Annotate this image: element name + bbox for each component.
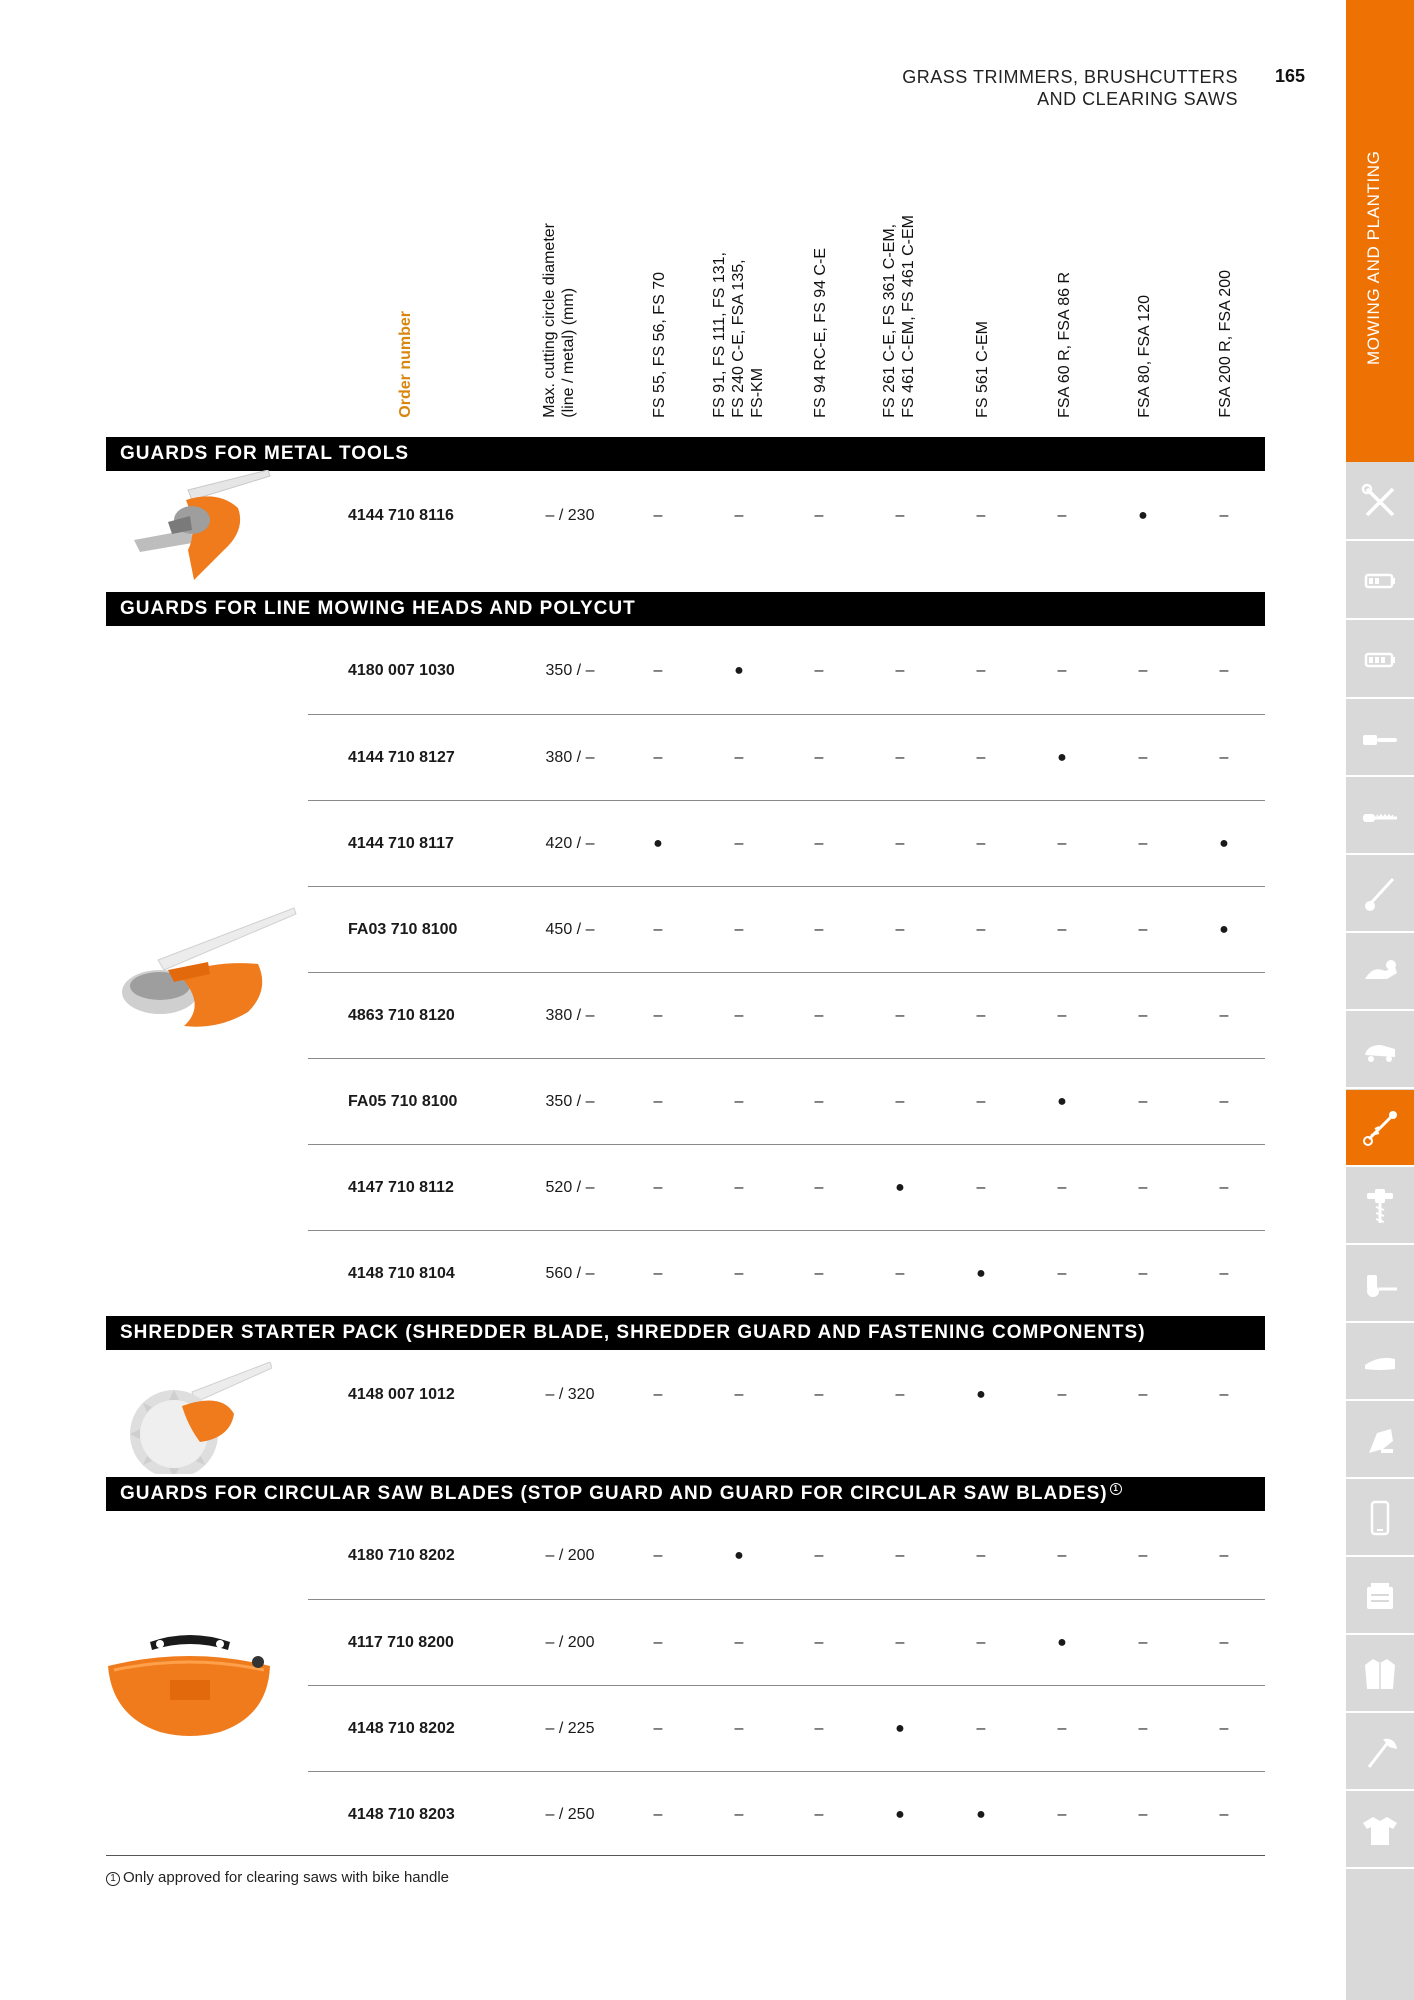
column-header-model: FSA 60 R, FSA 86 R — [1056, 272, 1073, 418]
lawn-mower-icon — [1359, 1029, 1401, 1071]
shredder-icon — [1359, 1419, 1401, 1461]
not-compatible-dash: – — [895, 1007, 905, 1024]
sidebar-item-smartphone[interactable] — [1346, 1480, 1414, 1557]
jacket-icon — [1359, 1653, 1401, 1695]
compatible-dot: ● — [734, 1547, 744, 1564]
not-compatible-dash: – — [1219, 1093, 1229, 1110]
cutting-diameter: 450 / – — [545, 921, 595, 938]
section-title: GUARDS FOR METAL TOOLS — [120, 443, 410, 464]
battery-system-icon — [1359, 639, 1401, 681]
not-compatible-dash: – — [814, 1720, 824, 1737]
brushcutter-icon — [1359, 1107, 1401, 1149]
not-compatible-dash: – — [1138, 1265, 1148, 1282]
not-compatible-dash: – — [1057, 1720, 1067, 1737]
column-header-model: FS 261 C-E, FS 361 C-EM, FS 461 C-EM, FS 461 C-EM — [881, 215, 917, 418]
not-compatible-dash: – — [976, 1007, 986, 1024]
not-compatible-dash: – — [814, 1634, 824, 1651]
cutting-diameter: 350 / – — [545, 662, 595, 679]
compatible-dot: ● — [976, 1265, 986, 1282]
not-compatible-dash: – — [1138, 1386, 1148, 1403]
sidebar-item-lawn-mower[interactable] — [1346, 1012, 1414, 1089]
cutting-diameter: – / 200 — [545, 1634, 595, 1651]
not-compatible-dash: – — [814, 749, 824, 766]
not-compatible-dash: – — [734, 1720, 744, 1737]
order-number: 4180 710 8202 — [348, 1547, 455, 1564]
not-compatible-dash: – — [814, 507, 824, 524]
sidebar-item-blower[interactable] — [1346, 934, 1414, 1011]
smartphone-icon — [1359, 1497, 1401, 1539]
chapter-title-line1: GRASS TRIMMERS, BRUSHCUTTERS — [902, 67, 1238, 87]
not-compatible-dash: – — [653, 1720, 663, 1737]
vacuum-icon — [1359, 1341, 1401, 1383]
not-compatible-dash: – — [734, 921, 744, 938]
not-compatible-dash: – — [1138, 1093, 1148, 1110]
not-compatible-dash: – — [1138, 1179, 1148, 1196]
sidebar-item-earth-auger[interactable] — [1346, 1168, 1414, 1245]
compatible-dot: ● — [895, 1179, 905, 1196]
table-row — [308, 800, 1265, 886]
product-image-line-head-guard — [98, 900, 298, 1050]
sidebar-item-pressure-washer[interactable] — [1346, 1246, 1414, 1323]
compatible-dot: ● — [895, 1720, 905, 1737]
not-compatible-dash: – — [1138, 921, 1148, 938]
not-compatible-dash: – — [1219, 662, 1229, 679]
compatible-dot: ● — [895, 1806, 905, 1823]
not-compatible-dash: – — [976, 749, 986, 766]
column-header-model: FSA 80, FSA 120 — [1136, 295, 1153, 418]
compatible-dot: ● — [653, 835, 663, 852]
table-row — [308, 1058, 1265, 1144]
compatible-dot: ● — [1057, 749, 1067, 766]
not-compatible-dash: – — [1057, 1806, 1067, 1823]
not-compatible-dash: – — [895, 662, 905, 679]
cutting-diameter: 560 / – — [545, 1265, 595, 1282]
table-row — [308, 1144, 1265, 1230]
not-compatible-dash: – — [1138, 1806, 1148, 1823]
not-compatible-dash: – — [1138, 1007, 1148, 1024]
cutting-diameter: 520 / – — [545, 1179, 595, 1196]
not-compatible-dash: – — [895, 507, 905, 524]
trimmer-icon — [1359, 873, 1401, 915]
table-row — [308, 1352, 1265, 1438]
cutting-diameter: – / 200 — [545, 1547, 595, 1564]
column-header-model: FS 561 C-EM — [974, 321, 991, 418]
sidebar-item-hedge-trimmer[interactable] — [1346, 778, 1414, 855]
section-header — [106, 437, 1265, 471]
not-compatible-dash: – — [653, 1547, 663, 1564]
table-row — [308, 972, 1265, 1058]
section-title-note: 1 — [1110, 1483, 1122, 1495]
compatible-dot: ● — [1219, 835, 1229, 852]
not-compatible-dash: – — [1219, 1547, 1229, 1564]
not-compatible-dash: – — [653, 1179, 663, 1196]
not-compatible-dash: – — [814, 1806, 824, 1823]
not-compatible-dash: – — [734, 1179, 744, 1196]
chapter-title-line2: AND CLEARING SAWS — [1037, 89, 1238, 109]
compatible-dot: ● — [1057, 1634, 1067, 1651]
not-compatible-dash: – — [814, 1007, 824, 1024]
not-compatible-dash: – — [1057, 507, 1067, 524]
order-number: 4148 710 8104 — [348, 1265, 455, 1282]
compatible-dot: ● — [734, 662, 744, 679]
not-compatible-dash: – — [653, 1265, 663, 1282]
not-compatible-dash: – — [976, 507, 986, 524]
cutting-diameter: – / 225 — [545, 1720, 595, 1737]
not-compatible-dash: – — [976, 835, 986, 852]
not-compatible-dash: – — [976, 1720, 986, 1737]
column-header-model: FSA 200 R, FSA 200 — [1217, 270, 1234, 418]
footnote-divider — [106, 1855, 1265, 1856]
not-compatible-dash: – — [895, 1386, 905, 1403]
not-compatible-dash: – — [734, 749, 744, 766]
battery-icon — [1359, 560, 1401, 602]
not-compatible-dash: – — [1057, 662, 1067, 679]
tools-icon — [1359, 481, 1401, 523]
chapter-title — [902, 66, 1238, 110]
not-compatible-dash: – — [814, 1179, 824, 1196]
not-compatible-dash: – — [895, 835, 905, 852]
cutting-diameter: 380 / – — [545, 1007, 595, 1024]
page-number: 165 — [1275, 66, 1306, 86]
earth-auger-icon — [1359, 1185, 1401, 1227]
sidebar-item-shredder[interactable] — [1346, 1402, 1414, 1479]
not-compatible-dash: – — [1138, 1634, 1148, 1651]
column-header-model: FS 94 RC-E, FS 94 C-E — [812, 248, 829, 418]
section-title: SHREDDER STARTER PACK (SHREDDER BLADE, SHREDDER GUARD AND FASTENING COMPONENTS) — [120, 1322, 1146, 1343]
section-title: GUARDS FOR CIRCULAR SAW BLADES (STOP GUARD AND GUARD FOR CIRCULAR SAW BLADES) — [120, 1483, 1108, 1504]
column-header-diameter: Max. cutting circle diameter (line / metal) (mm) — [541, 223, 577, 418]
sidebar-item-chainsaw[interactable] — [1346, 700, 1414, 777]
sidebar-item-brushcutter[interactable] — [1346, 1090, 1414, 1167]
not-compatible-dash: – — [976, 1179, 986, 1196]
table-row — [308, 473, 1265, 559]
axe-icon — [1359, 1731, 1401, 1773]
order-number: 4147 710 8112 — [348, 1179, 454, 1196]
not-compatible-dash: – — [734, 1806, 744, 1823]
not-compatible-dash: – — [1057, 1265, 1067, 1282]
not-compatible-dash: – — [976, 1093, 986, 1110]
category-sidebar — [1346, 0, 1414, 2000]
not-compatible-dash: – — [1219, 1007, 1229, 1024]
sidebar-item-battery[interactable] — [1346, 543, 1414, 620]
not-compatible-dash: – — [1138, 662, 1148, 679]
pressure-washer-icon — [1359, 1263, 1401, 1305]
section-header — [106, 1477, 1265, 1511]
not-compatible-dash: – — [976, 1547, 986, 1564]
cutting-diameter: 350 / – — [545, 1093, 595, 1110]
column-header-order-number: Order number — [397, 311, 414, 418]
not-compatible-dash: – — [1219, 507, 1229, 524]
not-compatible-dash: – — [1219, 1806, 1229, 1823]
not-compatible-dash: – — [653, 921, 663, 938]
section-title: GUARDS FOR LINE MOWING HEADS AND POLYCUT — [120, 598, 636, 619]
not-compatible-dash: – — [1219, 1179, 1229, 1196]
not-compatible-dash: – — [895, 921, 905, 938]
not-compatible-dash: – — [1138, 1720, 1148, 1737]
column-header-model: FS 91, FS 111, FS 131, FS 240 C-E, FSA 135, FS-KM — [711, 252, 766, 418]
not-compatible-dash: – — [814, 1547, 824, 1564]
footnote — [106, 1869, 449, 1886]
sidebar-item-battery-system[interactable] — [1346, 622, 1414, 699]
sidebar-item-jacket[interactable] — [1346, 1636, 1414, 1713]
not-compatible-dash: – — [1057, 1179, 1067, 1196]
not-compatible-dash: – — [653, 1093, 663, 1110]
not-compatible-dash: – — [653, 507, 663, 524]
order-number: FA03 710 8100 — [348, 921, 458, 938]
not-compatible-dash: – — [895, 1093, 905, 1110]
not-compatible-dash: – — [653, 1806, 663, 1823]
not-compatible-dash: – — [734, 1265, 744, 1282]
not-compatible-dash: – — [814, 1093, 824, 1110]
not-compatible-dash: – — [1138, 749, 1148, 766]
not-compatible-dash: – — [895, 1547, 905, 1564]
sidebar-item-accessories[interactable] — [1346, 1558, 1414, 1635]
not-compatible-dash: – — [653, 749, 663, 766]
not-compatible-dash: – — [734, 1007, 744, 1024]
order-number: 4148 710 8202 — [348, 1720, 455, 1737]
not-compatible-dash: – — [1057, 835, 1067, 852]
not-compatible-dash: – — [653, 1007, 663, 1024]
column-header-model: FS 55, FS 56, FS 70 — [651, 272, 668, 418]
not-compatible-dash: – — [1219, 1634, 1229, 1651]
not-compatible-dash: – — [734, 1634, 744, 1651]
not-compatible-dash: – — [976, 921, 986, 938]
order-number: 4148 007 1012 — [348, 1386, 455, 1403]
cutting-diameter: – / 320 — [545, 1386, 595, 1403]
sidebar-item-vacuum[interactable] — [1346, 1324, 1414, 1401]
product-image-circular-saw-guard — [100, 1620, 280, 1745]
sidebar-item-tshirt[interactable] — [1346, 1792, 1414, 1869]
not-compatible-dash: – — [1057, 1007, 1067, 1024]
not-compatible-dash: – — [814, 921, 824, 938]
not-compatible-dash: – — [1219, 1265, 1229, 1282]
order-number: 4144 710 8127 — [348, 749, 455, 766]
table-row — [308, 628, 1265, 714]
cutting-diameter: 420 / – — [545, 835, 595, 852]
not-compatible-dash: – — [734, 1386, 744, 1403]
not-compatible-dash: – — [814, 1386, 824, 1403]
order-number: FA05 710 8100 — [348, 1093, 458, 1110]
sidebar-item-tools[interactable] — [1346, 464, 1414, 541]
not-compatible-dash: – — [734, 835, 744, 852]
sidebar-item-trimmer[interactable] — [1346, 856, 1414, 933]
footnote-text: Only approved for clearing saws with bike handle — [123, 1869, 450, 1886]
not-compatible-dash: – — [976, 662, 986, 679]
compatible-dot: ● — [976, 1806, 986, 1823]
cutting-diameter: – / 230 — [545, 507, 595, 524]
not-compatible-dash: – — [653, 662, 663, 679]
blower-icon — [1359, 951, 1401, 993]
not-compatible-dash: – — [1138, 1547, 1148, 1564]
section-header — [106, 1316, 1265, 1350]
order-number: 4863 710 8120 — [348, 1007, 455, 1024]
table-row — [308, 1771, 1265, 1857]
not-compatible-dash: – — [895, 1265, 905, 1282]
table-row — [308, 1513, 1265, 1599]
compatible-dot: ● — [1219, 921, 1229, 938]
order-number: 4144 710 8116 — [348, 507, 454, 524]
not-compatible-dash: – — [1057, 1386, 1067, 1403]
product-image-metal-tool-guard — [128, 470, 278, 590]
table-row — [308, 886, 1265, 972]
section-header — [106, 592, 1265, 626]
order-number: 4117 710 8200 — [348, 1634, 454, 1651]
not-compatible-dash: – — [1219, 749, 1229, 766]
table-row — [308, 1230, 1265, 1316]
sidebar-active-category[interactable] — [1346, 0, 1414, 462]
table-row — [308, 1685, 1265, 1771]
not-compatible-dash: – — [1057, 921, 1067, 938]
not-compatible-dash: – — [895, 1634, 905, 1651]
hedge-trimmer-icon — [1359, 795, 1401, 837]
not-compatible-dash: – — [734, 507, 744, 524]
not-compatible-dash: – — [1219, 1386, 1229, 1403]
not-compatible-dash: – — [976, 1634, 986, 1651]
product-image-shredder-pack — [112, 1362, 272, 1474]
not-compatible-dash: – — [814, 835, 824, 852]
footnote-marker: 1 — [106, 1872, 120, 1886]
compatible-dot: ● — [1138, 507, 1148, 524]
order-number: 4144 710 8117 — [348, 835, 454, 852]
compatible-dot: ● — [1057, 1093, 1067, 1110]
order-number: 4148 710 8203 — [348, 1806, 455, 1823]
not-compatible-dash: – — [1138, 835, 1148, 852]
not-compatible-dash: – — [1219, 1720, 1229, 1737]
not-compatible-dash: – — [895, 749, 905, 766]
cutting-diameter: – / 250 — [545, 1806, 595, 1823]
sidebar-category-label: MOWING AND PLANTING — [1364, 150, 1383, 365]
not-compatible-dash: – — [734, 1093, 744, 1110]
not-compatible-dash: – — [814, 662, 824, 679]
accessories-icon — [1359, 1575, 1401, 1617]
cutting-diameter: 380 / – — [545, 749, 595, 766]
not-compatible-dash: – — [653, 1634, 663, 1651]
table-row — [308, 714, 1265, 800]
table-row — [308, 1599, 1265, 1685]
compatible-dot: ● — [976, 1386, 986, 1403]
not-compatible-dash: – — [814, 1265, 824, 1282]
chainsaw-icon — [1359, 717, 1401, 759]
sidebar-item-axe[interactable] — [1346, 1714, 1414, 1791]
tshirt-icon — [1359, 1809, 1401, 1851]
not-compatible-dash: – — [1057, 1547, 1067, 1564]
not-compatible-dash: – — [653, 1386, 663, 1403]
order-number: 4180 007 1030 — [348, 662, 455, 679]
